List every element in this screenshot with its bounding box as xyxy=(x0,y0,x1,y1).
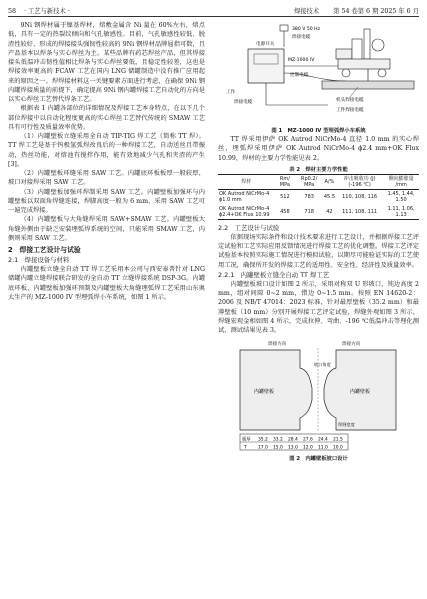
table-2 xyxy=(218,167,419,220)
table-cell: 1.45, 1.44, 1.50 xyxy=(387,191,415,204)
table-header-cell: Rp0.2/ MPa xyxy=(295,174,322,189)
journal-name: 焊接技术 xyxy=(293,8,320,15)
table-cell: 42 xyxy=(323,205,336,220)
running-header xyxy=(8,5,419,17)
issue-info: 第 54 卷第 6 期 2025 年 6 月 xyxy=(333,8,419,15)
fig2-label-width: 焊缝宽度 xyxy=(338,422,355,428)
fig1-label-model: MZ-1000 IV xyxy=(288,58,315,63)
figure-1-caption: 图 1 MZ-1000 IV 型埋弧焊小车系统 xyxy=(271,128,366,135)
saw-tractor-diagram xyxy=(218,21,419,125)
thickness-cell: 27.6 xyxy=(303,437,313,443)
page-number: 58 xyxy=(8,8,17,15)
fig1-label-cable2: 焊接电缆 xyxy=(234,100,253,105)
table-row xyxy=(218,205,419,220)
welding-tractor-icon xyxy=(336,29,390,81)
table-row xyxy=(218,190,419,205)
paragraph-consumables: TT 焊采用伊萨 OK Autrod NiCrMo-4 直径 1.0 mm 的实心焊丝，埋弧焊采用伊萨 OK Autrod NiCrMo-4 ϕ2.4 mm+OK Flux 10.99，焊材的主要力学性能见表 2。 xyxy=(218,136,419,162)
thickness-cell: 13.0 xyxy=(288,445,298,451)
table-header-row xyxy=(218,174,419,189)
thickness-cell: 15.0 xyxy=(273,445,283,451)
journal-section: · 工艺与新技术 · xyxy=(24,8,70,15)
thickness-table xyxy=(240,434,348,451)
paragraph-equipment: 内罐壁板立缝全自动 TT 焊工艺采用本公司与西安泰普针对 LNG 储罐内罐立缝焊接联合研发的全自动 TT 立缝焊接系统 DSP-3G。内罐底环板、内罐壁板加强环预制及内罐壁板大角缝埋弧焊工艺采用山东奥太生产的 MZ-1000 IV 型埋弧焊小车系统，如图 1 所示。 xyxy=(8,266,205,301)
header-right xyxy=(282,6,419,15)
mechanical-properties-table xyxy=(218,174,419,220)
header-left xyxy=(8,6,70,15)
table-header-cell: 焊材 xyxy=(218,174,274,189)
thickness-cell: T xyxy=(244,445,247,451)
table-cell: 718 xyxy=(295,205,322,220)
workpiece-icon xyxy=(322,81,414,89)
table-header-cell: 侧向膨胀量 /mm xyxy=(383,174,419,189)
thickness-cell: 21.5 xyxy=(333,437,343,443)
thickness-cell: 10.0 xyxy=(333,445,343,451)
thickness-cell: 35.2 xyxy=(258,437,268,443)
table-header-cell: Rm/ MPa xyxy=(274,174,295,189)
list-item-tt-weld: （1）内罐壁板立缝采用全自动 TIP-TIG 焊工艺（简称 TT 焊）。TT 焊工艺是基于钨极氩弧焊改良后的一种焊接工艺，自动送丝且带振动，热丝功能，对熔池有搅拌作用，能有效地减少气孔和夹渣的产生[3]。 xyxy=(8,133,205,168)
left-column xyxy=(8,21,205,302)
list-item-corner-weld: （4）内罐壁板与大角缝焊采用 SAW+SMAW 工艺。内罐壁板大角缝外侧由于缺乏安装埋弧焊系统的空间，只能采用 SMAW 工艺，内侧则采用 SAW 工艺。 xyxy=(8,216,205,242)
table-cell: 1.11, 1.06, 1.13 xyxy=(383,205,419,220)
fig2-label-angle: 坡口角度 xyxy=(314,362,331,368)
table-cell: 111, 108, 111 xyxy=(336,205,383,220)
table-cell: 783 xyxy=(304,194,314,201)
table-header-cell: 冲击吸收功 (J)(-196 ℃) xyxy=(336,174,383,189)
table-cell: 110, 108, 116 xyxy=(342,194,378,201)
paragraph-process-design: 依据现场实际条件和设计技术要求进行工艺设计，并根据焊接工艺评定试验和工艺实际应用反馈情况进行焊接工艺的优化调整。焊接工艺评定试验基本按照实际施工情况进行模拟试验，以期尽可能验证实际的工艺使用工况，确保所开发的焊接工艺的适用性、安全性、经济性及质量效率。 xyxy=(218,233,419,269)
figure-1 xyxy=(218,21,419,133)
section-heading-2-1: 2.1 焊接设备与材料 xyxy=(8,256,70,264)
table-cell: OK Autrod NiCrMo-4 ϕ2.4+OK Flux 10.99 xyxy=(218,205,274,220)
table-cell: 458 xyxy=(274,205,295,220)
paragraph-intro: 9Ni 钢焊材属于镍基焊材，熔敷金属含 Ni 量在 60%左右，熔点低，具有一定的热裂纹倾向和气孔敏感性。目前，气孔敏感性较低、脱渣性较好、形成的焊接接头强韧性较高的 9Ni 钢焊材品牌屈指可数，且产品基本以焊条与实心焊丝为主。某些品牌有药芯焊丝产品，但其焊接接头低温冲击韧性值相比焊条与实心焊丝要低，且稳定性较差，这也是焊接效率更高的 FCAW 工艺在国内 LNG 储罐制造中没有推广应用起来的原因之一。焊焊接材料这一关键要素方面进行考虑，在确保 9Ni 钢内罐焊接质量的前提下，确定提高 9Ni 钢内罐焊接工艺自动化的方向是以实心焊丝工艺替代焊条工艺。 xyxy=(8,22,205,103)
fig1-label-work: 工作 xyxy=(226,90,236,95)
list-item-bottom-ring: （2）内罐壁板环缝采用 SAW 工艺。内罐底环板板厚一般较厚，坡口对接焊采用 SAW 工艺。 xyxy=(8,170,205,187)
figure-2 xyxy=(218,338,419,462)
table-cell: OK Autrod NiCrMo-4 ϕ1.0 mm xyxy=(219,191,270,204)
section-heading-2: 2 焊接工艺设计与试验 xyxy=(8,246,81,254)
table-cell: 45.5 xyxy=(323,194,336,201)
fig1-label-cable: 焊接电缆 xyxy=(292,35,311,40)
left-plate-icon xyxy=(240,350,312,430)
fig1-label-control: 控制电缆 xyxy=(290,73,309,78)
thickness-cell: 11.0 xyxy=(318,445,328,451)
groove-design-diagram xyxy=(218,338,419,452)
thickness-cell: 33.2 xyxy=(273,437,283,443)
fig2-label-dir-right: 焊接方向 xyxy=(342,342,361,348)
table-2-caption: 表 2 焊材主要力学性能 xyxy=(289,166,348,173)
thickness-cell: 12.0 xyxy=(303,445,313,451)
fig1-label-power: 380 V 50 Hz xyxy=(292,27,321,32)
thickness-cell: 板厚 xyxy=(242,437,251,443)
fig2-label-plate-left: 内罐壁板 xyxy=(254,389,275,396)
paragraph-groove-design: 内罐壁板坡口设计如图 2 所示，采用对称双 U 形坡口，钝边高度 2 mm，组对间隙 0~2 mm，错边 0~1.5 mm。按照 EN 14620-2：2006 及 NB/T 47014：2023 标准，针对最厚壁板（35.2 mm）和最薄壁板（10 mm）分别开展焊接工艺评定试验，焊缝外观如图 3 所示，焊缝宏观金相如图 4 所示，完成拉伸、弯曲、-196 ℃低温冲击等理化测试，测试结果见表 3。 xyxy=(218,280,419,335)
figure-2-caption: 图 2 内罐壁板坡口设计 xyxy=(289,455,348,462)
list-item-stiffener: （3）内罐壁板加强环焊制采用 SAW 工艺。内罐壁板加强环与内罐壁板以双面角焊缝连接，焊脚高度一般为 6 mm，采用 SAW 工艺可一遍完成焊接。 xyxy=(8,188,205,214)
section-heading-2-2-1: 2.2.1 内罐壁板立缝全自动 TT 焊工艺 xyxy=(218,270,330,279)
table-header-cell: A/% xyxy=(323,174,336,189)
fig2-label-plate-right: 内罐壁板 xyxy=(350,389,371,396)
table-cell: 512 xyxy=(280,194,290,201)
right-column xyxy=(218,21,419,463)
thickness-cell: 28.4 xyxy=(288,437,298,443)
thickness-cell: 24.4 xyxy=(318,437,328,443)
fig1-label-head-cable: 机头焊接电缆 xyxy=(336,98,364,103)
thickness-cell: 17.0 xyxy=(258,445,268,451)
section-heading-2-2: 2.2 工艺设计与试验 xyxy=(218,223,280,232)
fig1-label-switch: 电源开关 xyxy=(256,42,275,47)
paragraph-positions: 根据表 1 内罐各部位的详细情况及焊接工艺本身特点，在以下几个部位焊接中以自动化程度更高的实心焊丝工艺替代传统的 SMAW 工艺具有可行性及质量效率优势。 xyxy=(8,105,205,131)
fig1-label-work-cable: 工件焊接电缆 xyxy=(336,108,364,113)
fig2-label-dir-top: 焊接方向 xyxy=(268,342,287,348)
